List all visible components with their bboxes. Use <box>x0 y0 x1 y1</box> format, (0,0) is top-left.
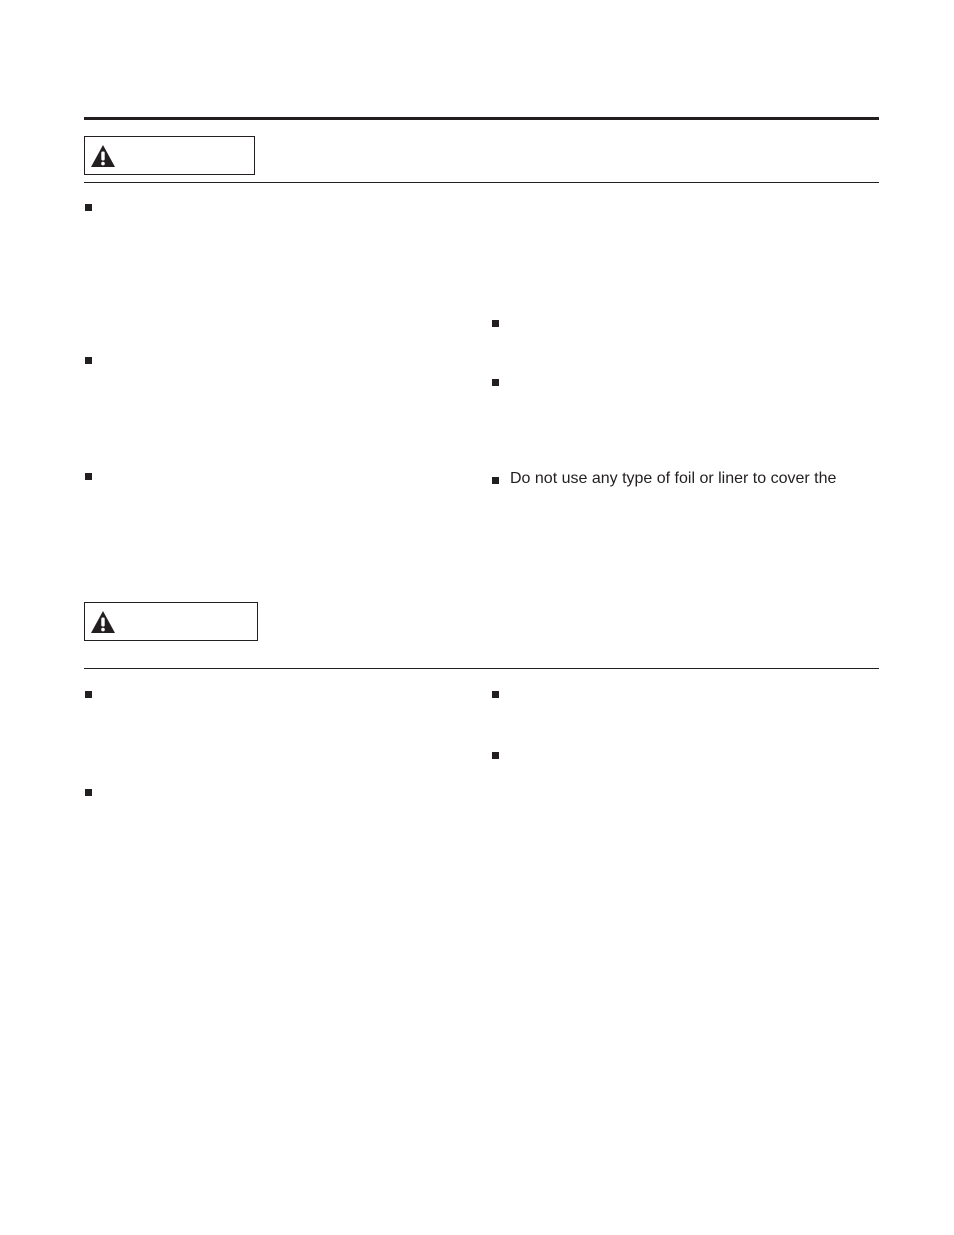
bullet-marker <box>492 752 499 759</box>
bullet-marker <box>492 691 499 698</box>
warning-triangle-icon <box>90 610 116 634</box>
bullet-marker <box>492 320 499 327</box>
bullet-marker <box>85 204 92 211</box>
bullet-marker <box>492 477 499 484</box>
list-item-text: Do not use any type of foil or liner to cover the <box>510 470 837 487</box>
bullet-marker <box>85 473 92 480</box>
bullet-marker <box>85 691 92 698</box>
bullet-marker <box>85 357 92 364</box>
warning-box <box>84 136 255 175</box>
top-rule <box>84 117 879 120</box>
section-divider <box>84 182 879 183</box>
warning-box <box>84 602 258 641</box>
bullet-marker <box>85 789 92 796</box>
warning-triangle-icon <box>90 144 116 168</box>
bullet-marker <box>492 379 499 386</box>
section-divider <box>84 668 879 669</box>
